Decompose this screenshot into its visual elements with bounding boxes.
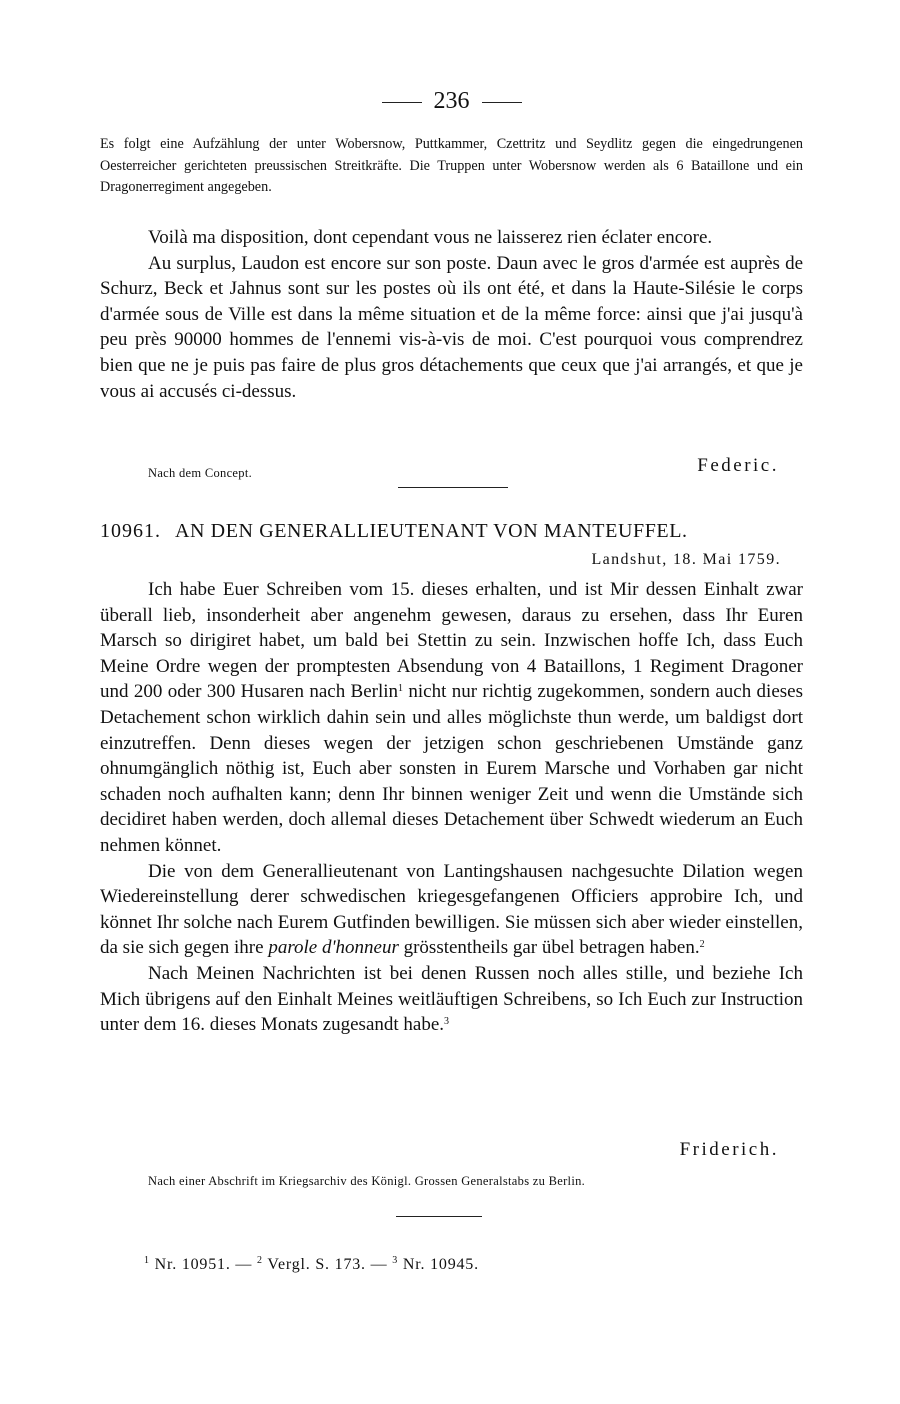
letter2-paragraph-3: Nach Meinen Nachrichten ist bei denen Russen noch alles stille, und beziehe Ich Mich übrigens auf den Einhalt Meines weitläuftigen Schreibens, so Ich Euch zur Instruction unter dem 16. dieses Monats zugesandt habe.$^3$ [100,962,803,1036]
letter2-source-note: Nach einer Abschrift im Kriegsarchiv des Königl. Grossen Generalstabs zu Berlin. [148,1174,586,1188]
footnote-ref-1: 1 [398,683,404,695]
letter2-body [100,577,803,1038]
page-number-dash-left [382,102,422,103]
footnote-2: Vergl. S. 173. — [267,1256,388,1273]
footnote-ref-3: 3 [444,1016,450,1028]
letter2-number: 10961. [100,520,161,542]
footnote-mark-1: 1 [144,1255,150,1266]
letter1-source-note: Nach dem Concept. [148,466,253,480]
letter1-paragraph-2: Au surplus, Laudon est encore sur son poste. Daun avec le gros d'armée est auprès de Schurz, Beck et Jahnus sont sur les postes où ils ont été, et dans la Haute-Silésie le corps d'armée sous de Ville est dans la même situation et de la même force: ainsi que j'ai jusqu'à peu près 90000 hommes de l'ennemi vis-à-vis de moi. C'est pourquoi vous comprendrez bien que ne je puis pas faire de plus gros détachements que ceux que j'ai arrangés, et que je vous ai accusés ci-dessus. [100,252,803,402]
letter2-signature: Friderich. [679,1139,779,1160]
editorial-summary: Es folgt eine Aufzählung der unter Wobersnow, Puttkammer, Czettritz und Seydlitz gegen die eingedrungenen Oesterreicher gerichteten preussischen Streitkräfte. Die Truppen unter Wobersnow werden als 6 Bataillone und ein Dragonerregiment angegeben. [100,136,803,196]
letter1-paragraph-1: Voilà ma disposition, dont cependant vous ne laisserez rien éclater encore. [148,227,713,248]
footnotes [144,1256,479,1274]
page-number: 236 [100,88,803,115]
letter1-signature: Federic. [697,455,779,476]
footnote-3: Nr. 10945. [402,1256,479,1273]
letter2-paragraph-2: Die von dem Generallieutenant von Lantingshausen nachgesuchte Dilation wegen Wiedereinstellung derer schwedischen kriegesgefangenen Officiers approbire Ich, und könnet Ihr solche nach Eurem Gutfinden bewilligen. Sie müssen sich aber wieder einstellen, da sie sich gegen ihre parole d'honneur grösstentheils gar übel betragen haben.$^2$ [100,860,803,959]
letter2-heading [100,520,803,543]
footnote-ref-2: 2 [699,939,705,951]
italic-phrase: parole d'honneur [268,937,399,959]
footnote-mark-2: 2 [257,1255,263,1266]
footnote-1: Nr. 10951. — [154,1256,253,1273]
section-divider [398,487,508,488]
letter2-title: AN DEN GENERALLIEUTENANT VON MANTEUFFEL. [175,520,688,542]
letter2-paragraph-1: Ich habe Euer Schreiben vom 15. dieses erhalten, und ist Mir dessen Einhalt zwar überall lieb, insonderheit aber angenehm gewesen, daraus zu ersehen, dass Ihr Euren Marsch so dirigiret habet, um bald bei Stettin zu sein. Inzwischen hoffe Ich, dass Euch Meine Ordre wegen der promptesten Absendung von 4 Bataillons, 1 Regiment Dragoner und 200 oder 300 Husaren nach Berlin$^1$ nicht nur richtig zugekommen, sondern auch dieses Detachement schon wirklich dahin sein und alles möglichste thun werde, um baldigst dort einzutreffen. Denn dieses wegen der jetzigen schon geschriebenen Umstände ganz ohnumgänglich nöthig ist, Euch aber sonsten in Eurem Marsche und Vorhaben gar nicht schaden noch aufhalten kann; denn Ihr binnen weniger Zeit und wenn die Umstände sich decidiret haben werden, doch allemal dieses Detachement über Schwedt wiederum an Euch nehmen könnet. [100,579,803,856]
letter2-dateline: Landshut, 18. Mai 1759. [591,551,781,568]
page-number-dash-right [482,102,522,103]
letter1-body [100,225,803,404]
footnote-divider [396,1216,482,1217]
footnote-mark-3: 3 [392,1255,399,1266]
